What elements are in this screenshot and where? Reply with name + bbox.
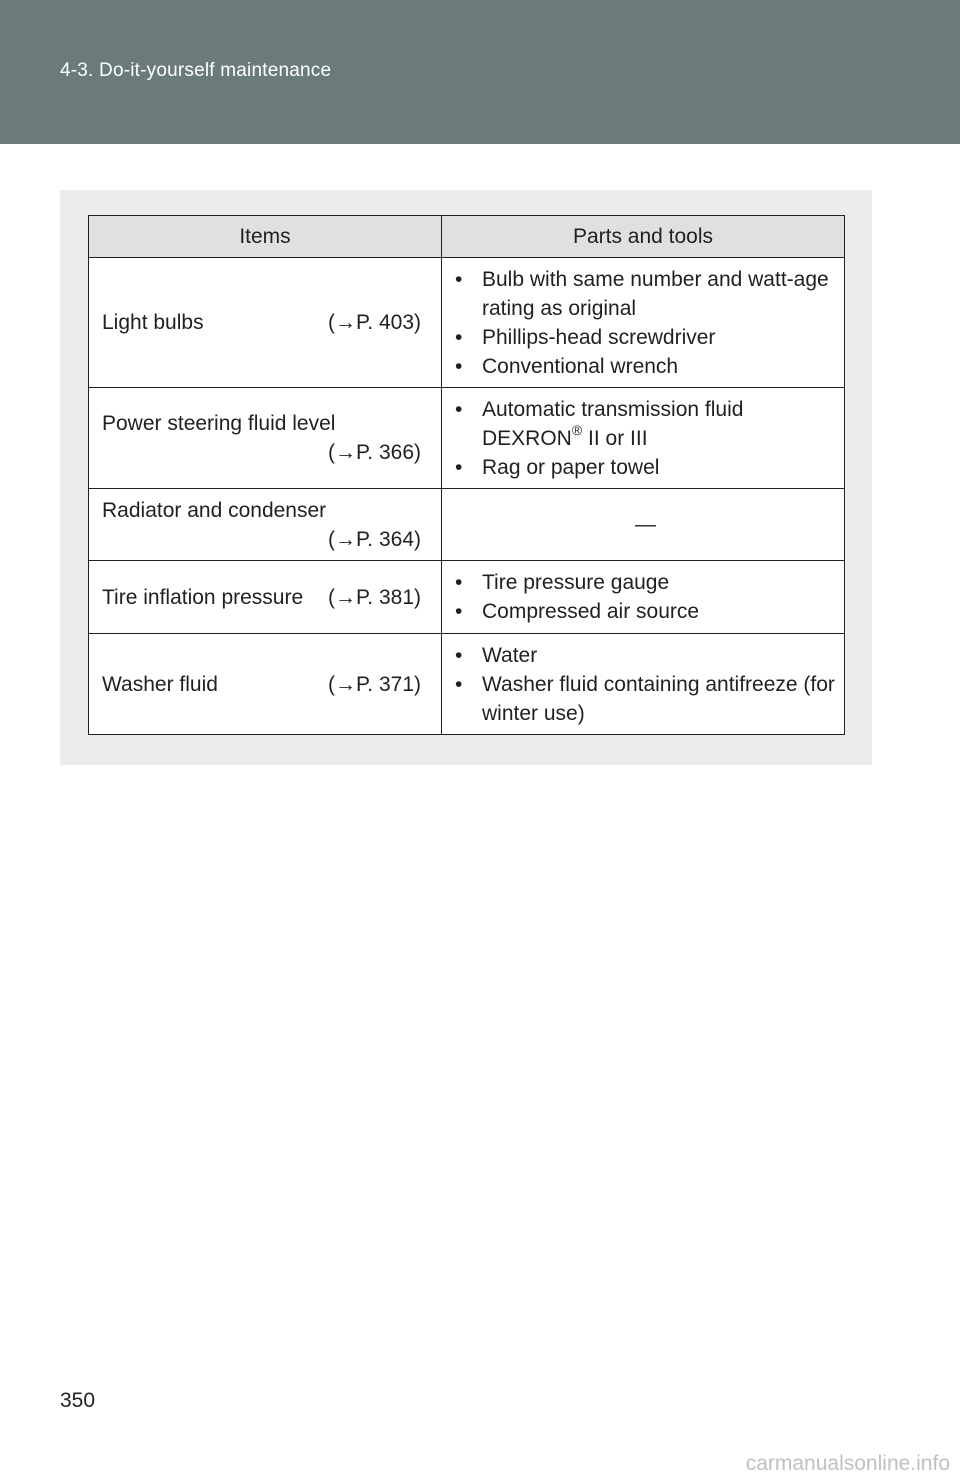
page-number: 350 [60,1389,96,1412]
parts-cell [442,258,845,388]
item-name: Washer fluid [102,672,218,696]
list-item: • Phillips-head screwdriver [455,323,836,352]
list-item: • Washer fluid containing antifreeze (for winter use) [455,670,836,728]
item-cell [89,561,442,634]
list-item: • Tire pressure gauge [455,568,836,597]
page-reference: (→P. 381) [328,585,421,609]
item-cell [89,258,442,388]
column-header-items: Items [89,216,442,258]
table-row [89,561,845,634]
table-row [89,489,845,561]
page-reference: (→P. 366) [328,441,421,464]
list-item: • Bulb with same number and watt-age rating as original [455,265,836,323]
list-item: • Water [455,641,836,670]
table-row [89,258,845,388]
table-header-row [89,216,845,258]
page-reference: (→P. 371) [328,672,421,696]
parts-cell [442,388,845,489]
parts-table [88,215,845,735]
list-item: • Compressed air source [455,597,836,626]
list-item: • Automatic transmission fluid DEXRON® II or III [455,395,836,453]
parts-cell [442,634,845,735]
item-name: Light bulbs [102,311,204,334]
item-cell [89,634,442,735]
section-title: 4-3. Do-it-yourself maintenance [60,60,332,81]
item-cell [89,388,442,489]
page-reference: (→P. 364) [328,527,421,551]
item-name: Tire inflation pressure [102,585,304,609]
column-header-parts: Parts and tools [442,216,845,258]
watermark: carmanualsonline.info [745,1452,950,1475]
item-cell [89,489,442,561]
item-name: Radiator and condenser [102,498,327,522]
registered-mark: ® [571,421,583,438]
table-row [89,388,845,489]
list-item: • Conventional wrench [455,352,836,381]
parts-cell [442,561,845,634]
parts-cell-empty: — [442,489,845,561]
page-reference: (→P. 403) [328,311,421,334]
list-item: • Rag or paper towel [455,453,836,482]
table-row [89,634,845,735]
item-name: Power steering fluid level [102,412,336,435]
